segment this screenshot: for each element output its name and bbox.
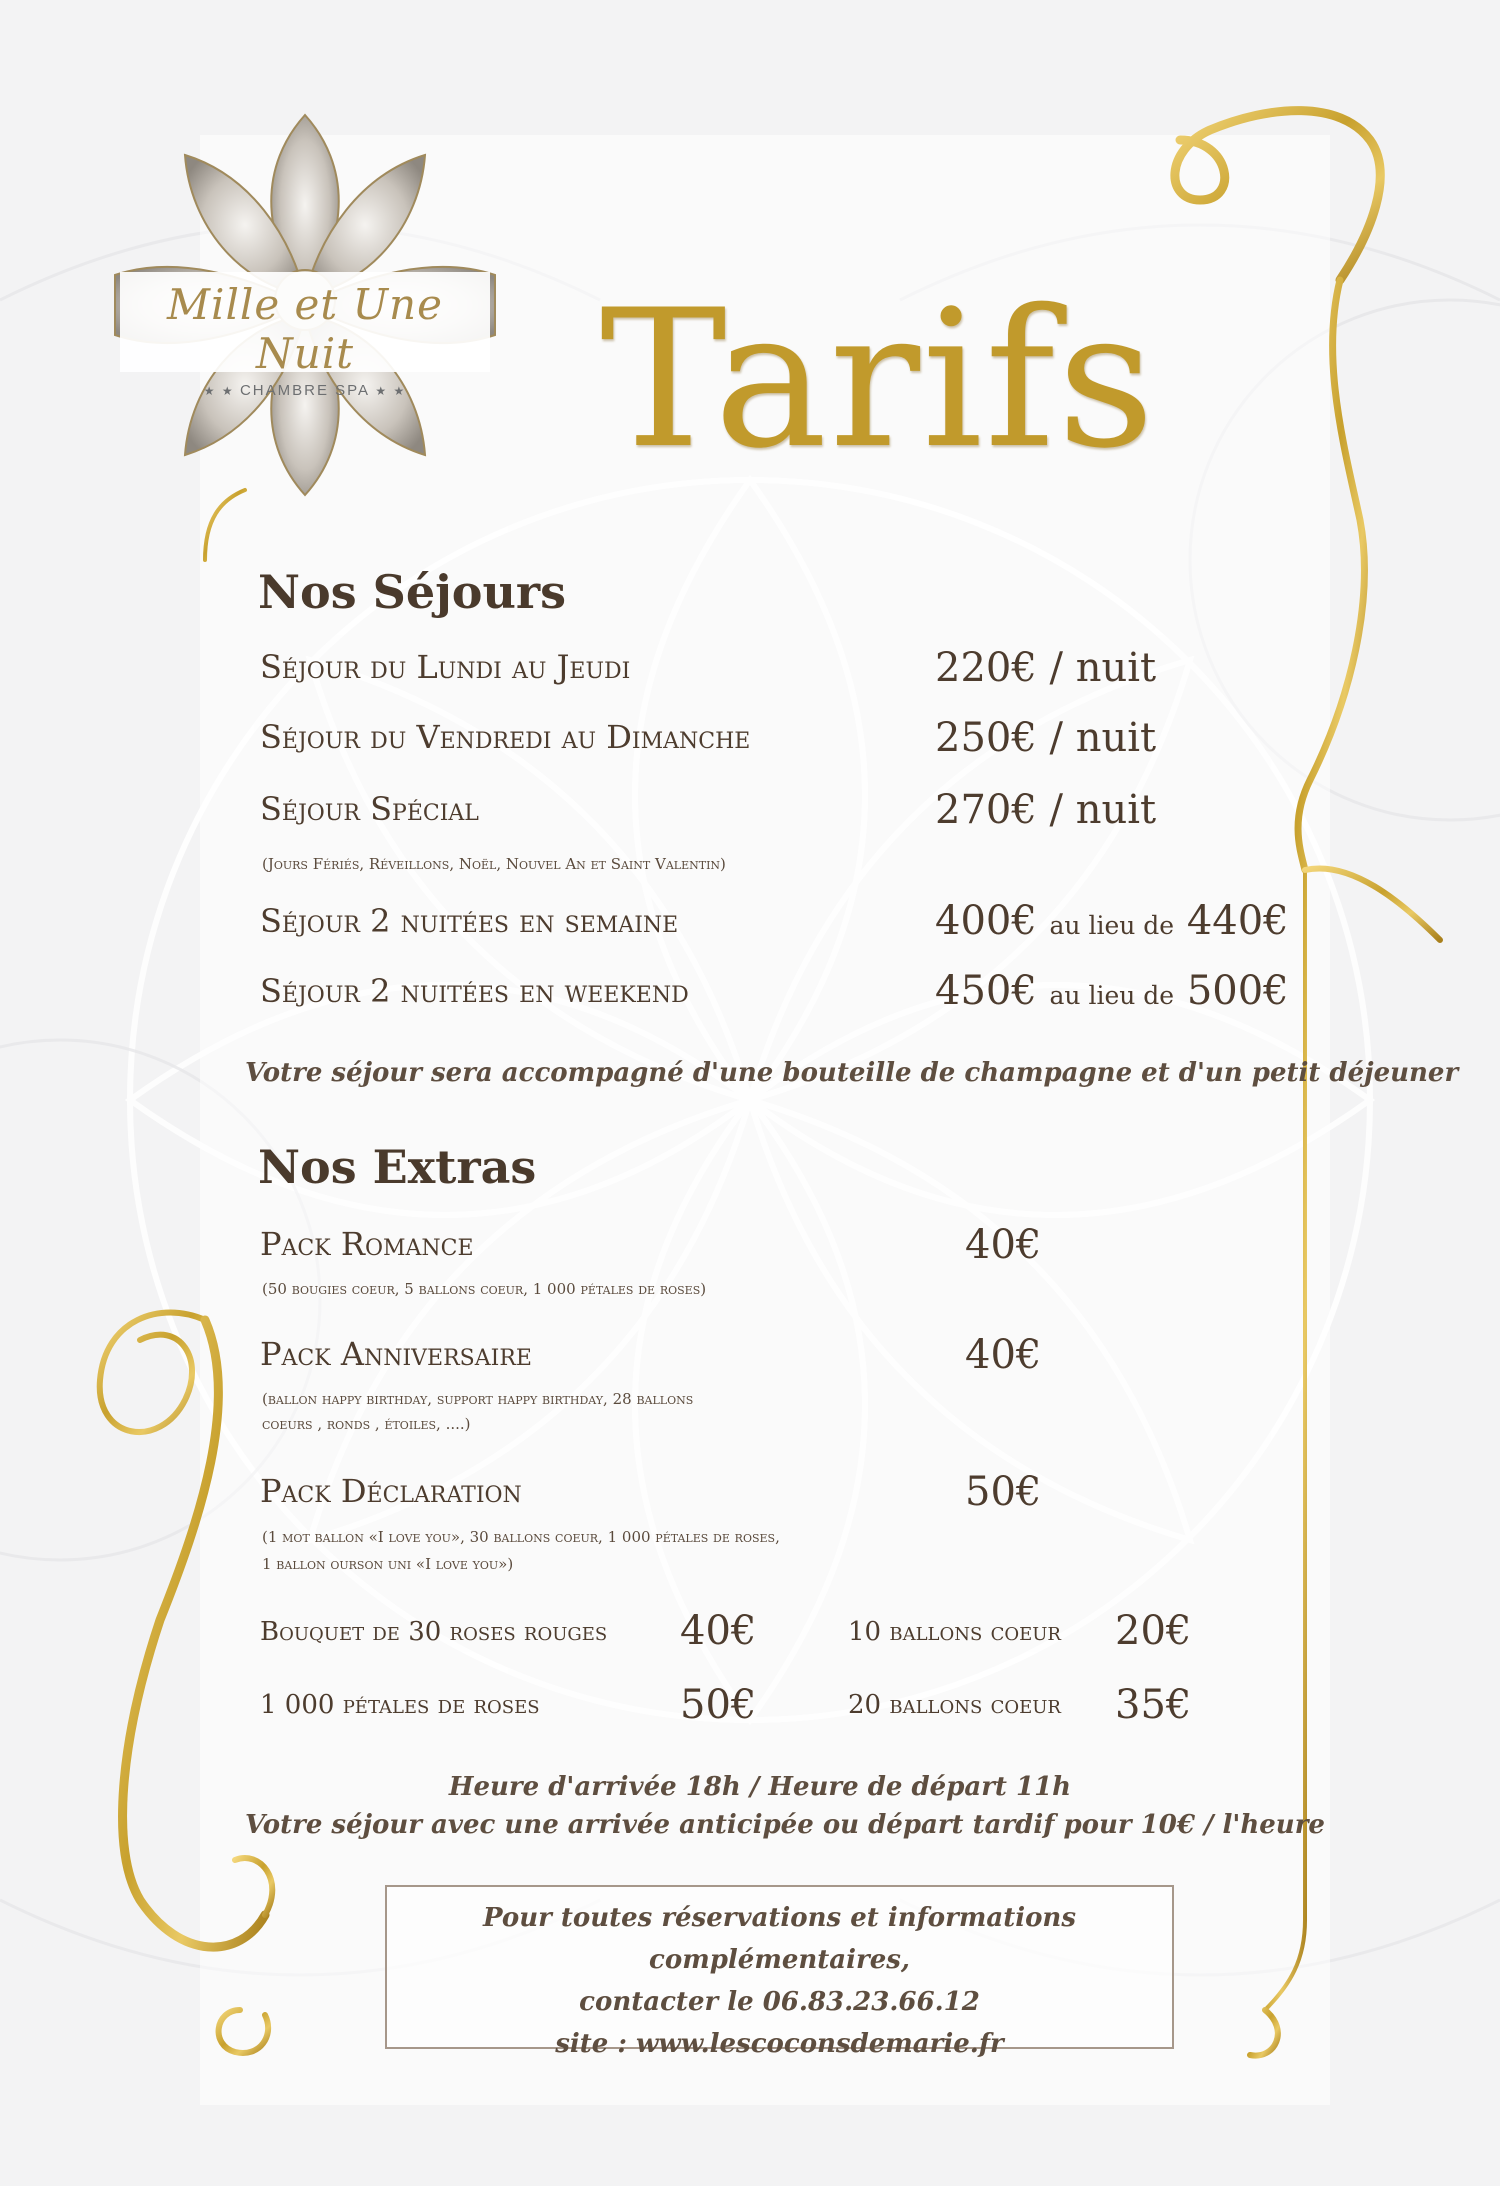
pack-label: Pack Anniversaire <box>260 1335 532 1373</box>
extra-item-price: 40€ <box>680 1608 757 1654</box>
sejour-label: Séjour 2 nuitées en weekend <box>260 972 689 1010</box>
logo-name: Mille et Une Nuit <box>167 280 443 378</box>
contact-line: Pour toutes réservations et informations complémentaires, <box>483 1903 1076 1975</box>
price-instead-of: au lieu de <box>1049 981 1175 1010</box>
hours-line: Votre séjour avec une arrivée anticipée ou départ tardif pour 10€ / l'heure <box>245 1810 1325 1840</box>
pack-price: 40€ <box>965 1222 1042 1268</box>
extra-item-label: Bouquet de 30 roses rouges <box>260 1617 608 1647</box>
logo-subtitle: ★ ★ CHAMBRE SPA ★ ★ <box>203 382 407 399</box>
section-heading-extras: Nos Extras <box>258 1140 537 1194</box>
sejour-price: 220€ / nuit <box>935 645 1157 691</box>
price-old: 440€ <box>1186 898 1289 944</box>
sejour-label: Séjour du Lundi au Jeudi <box>260 648 631 686</box>
price-instead-of: au lieu de <box>1049 911 1175 940</box>
contact-website: site : www.lescoconsdemarie.fr <box>555 2029 1004 2059</box>
sejour-label: Séjour 2 nuitées en semaine <box>260 902 679 940</box>
contact-box <box>385 1885 1174 2059</box>
logo-band <box>120 272 490 399</box>
sejour-note: (Jours Fériés, Réveillons, Noël, Nouvel An et Saint Valentin) <box>262 855 726 873</box>
price-new: 400€ <box>935 898 1037 944</box>
sejour-price <box>935 968 1289 1014</box>
pack-note: (1 mot ballon «I love you», 30 ballons coeur, 1 000 pétales de roses, <box>262 1528 780 1546</box>
pack-note: (ballon happy birthday, support happy birthday, 28 ballons <box>262 1390 694 1408</box>
price-old: 500€ <box>1186 968 1289 1014</box>
logo-subtitle-text: CHAMBRE SPA <box>239 382 371 399</box>
pack-note: 1 ballon ourson uni «I love you») <box>262 1555 514 1573</box>
pack-note: (50 bougies coeur, 5 ballons coeur, 1 000 pétales de roses) <box>262 1280 707 1298</box>
extra-item-label: 10 ballons coeur <box>848 1617 1061 1647</box>
extra-item-label: 1 000 pétales de roses <box>260 1690 540 1720</box>
sejour-label: Séjour Spécial <box>260 790 479 828</box>
sejour-footnote: Votre séjour sera accompagné d'une bouteille de champagne et d'un petit déjeuner <box>245 1058 1459 1088</box>
sejour-price <box>935 898 1289 944</box>
price-new: 450€ <box>935 968 1037 1014</box>
extra-item-label: 20 ballons coeur <box>848 1690 1061 1720</box>
contact-phone: contacter le 06.83.23.66.12 <box>579 1987 980 2017</box>
hours-line: Heure d'arrivée 18h / Heure de départ 11h <box>448 1772 1072 1802</box>
extra-item-price: 20€ <box>1115 1608 1192 1654</box>
pack-label: Pack Déclaration <box>260 1472 522 1510</box>
extra-item-price: 35€ <box>1115 1682 1192 1728</box>
sejour-label: Séjour du Vendredi au Dimanche <box>260 718 751 756</box>
pack-price: 50€ <box>965 1469 1042 1515</box>
sejour-price: 270€ / nuit <box>935 787 1157 833</box>
sejour-price: 250€ / nuit <box>935 715 1157 761</box>
pack-note: coeurs , ronds , étoiles, ....) <box>262 1415 471 1433</box>
pack-price: 40€ <box>965 1332 1042 1378</box>
extra-item-price: 50€ <box>680 1682 757 1728</box>
page-title: Tarifs <box>600 269 1157 490</box>
pack-label: Pack Romance <box>260 1225 474 1263</box>
section-heading-sejours: Nos Séjours <box>258 565 567 619</box>
